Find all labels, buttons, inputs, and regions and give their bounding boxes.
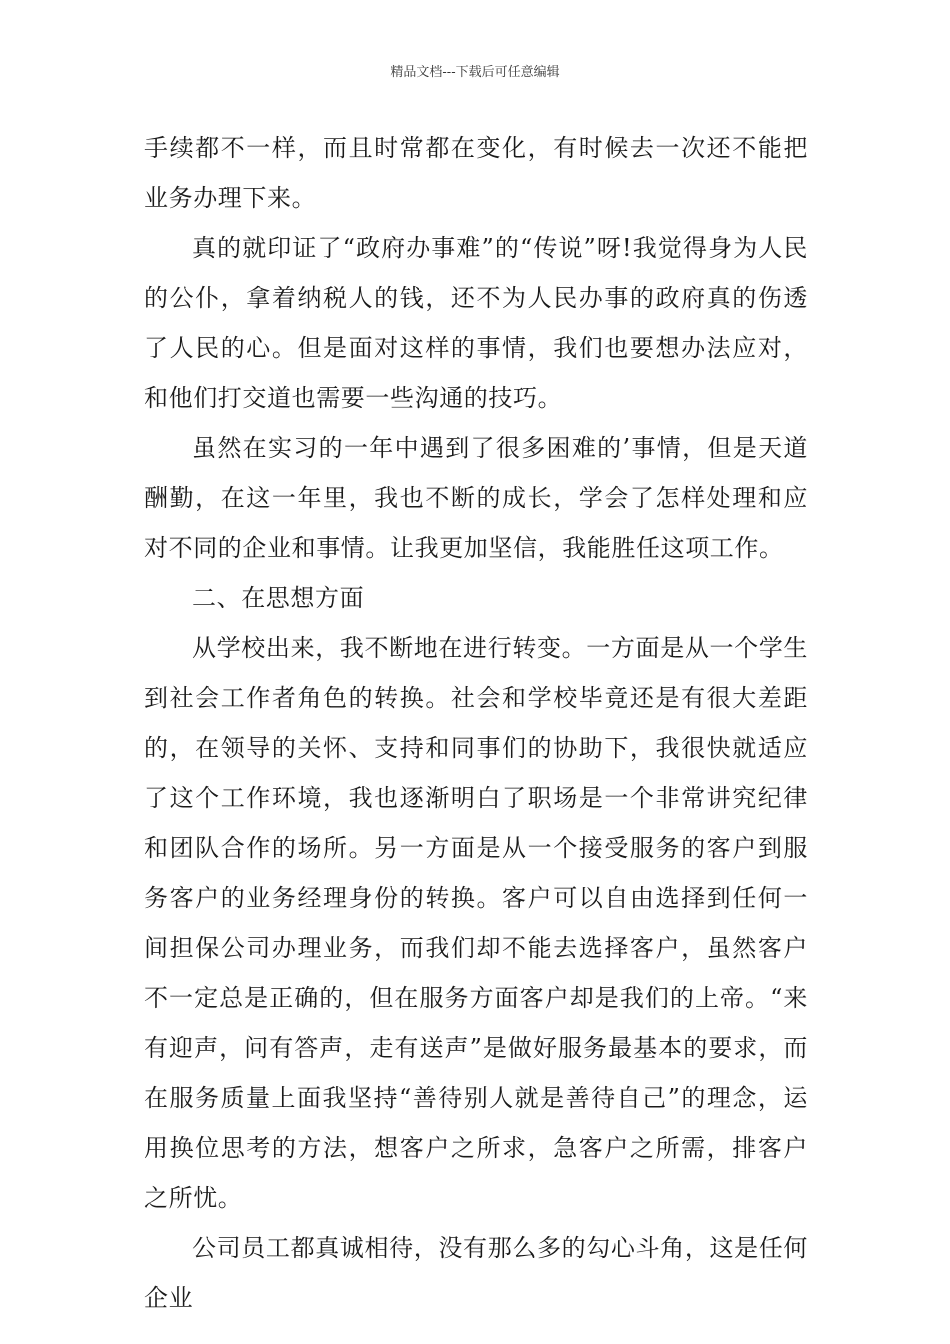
document-body [144, 123, 808, 1323]
paragraph-2: 真的就印证了“政府办事难”的“传说”呀!我觉得身为人民的公仆，拿着纳税人的钱，还不为人民办事的政府真的伤透了人民的心。但是面对这样的事情，我们也要想办法应对，和他们打交道也需要一些沟通的技巧。 [144, 234, 808, 412]
paragraph-4: 从学校出来，我不断地在进行转变。一方面是从一个学生到社会工作者角色的转换。社会和学校毕竟还是有很大差距的，在领导的关怀、支持和同事们的协助下，我很快就适应了这个工作环境，我也逐渐明白了职场是一个非常讲究纪律和团队合作的场所。另一方面是从一个接受服务的客户到服务客户的业务经理身份的转换。客户可以自由选择到任何一间担保公司办理业务，而我们却不能去选择客户，虽然客户不一定总是正确的，但在服务方面客户却是我们的上帝。“来有迎声，问有答声，走有送声”是做好服务最基本的要求，而在服务质量上面我坚持“善待别人就是善待自己”的理念，运用换位思考的方法，想客户之所求，急客户之所需，排客户之所忧。 [144, 634, 808, 1212]
paragraph-3: 虽然在实习的一年中遇到了很多困难的’事情，但是天道酬勤，在这一年里，我也不断的成长，学会了怎样处理和应对不同的企业和事情。让我更加坚信，我能胜任这项工作。 [144, 434, 808, 562]
paragraph-1: 手续都不一样，而且时常都在变化，有时候去一次还不能把业务办理下来。 [144, 134, 808, 212]
paragraph-5: 公司员工都真诚相待，没有那么多的勾心斗角，这是任何企业 [144, 1234, 808, 1312]
section-heading: 二、在思想方面 [192, 584, 365, 612]
page-header: 精品文档---下载后可任意编辑 [390, 65, 560, 80]
